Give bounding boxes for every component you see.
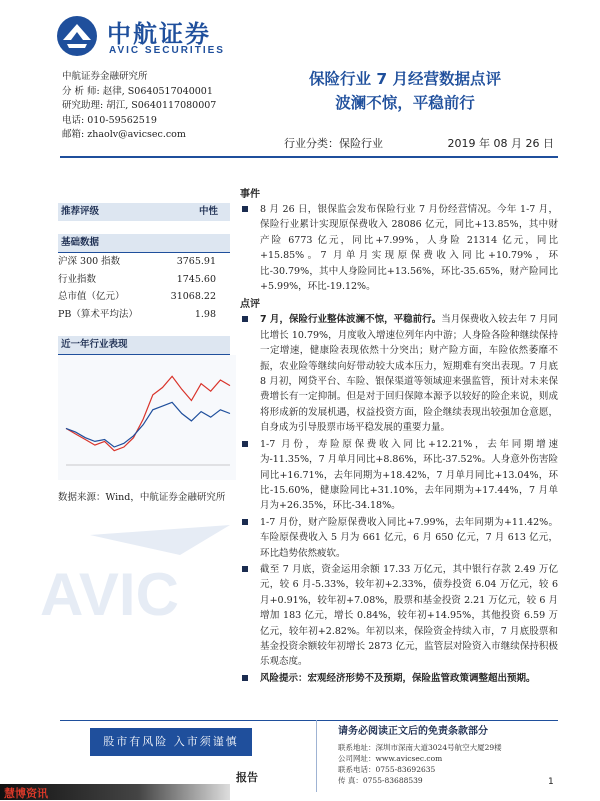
phone-line: 电话: 010-59562519: [62, 114, 157, 126]
bullet-icon: [242, 206, 248, 212]
report-title-block: [260, 68, 550, 114]
chart-background: [58, 355, 236, 480]
perf-header: 近一年行业表现: [58, 336, 230, 354]
rating-band: [58, 203, 230, 221]
institute-name: 中航证券金融研究所: [62, 71, 148, 82]
avic-logo-icon: [55, 14, 99, 58]
bottom-strip: [0, 784, 230, 800]
event-paragraph: 8 月 26 日，银保监会发布保险行业 7 月份经营情况。今年 1-7 月，保险行业累计实现原保费收入 28086 亿元，同比+13.85%，其中财产险 6773 亿元，同比+7.99%，人身险 21314 亿元，同比+15.85%。7 月单月实现原保费收入同比+10.79%，环比-30.79%，其中人身险同比+13.56%，环比-35.65%，财产险同比+5.99%，环比-19.12%。: [240, 202, 558, 294]
page-number: 1: [548, 777, 554, 787]
performance-chart: [58, 355, 236, 480]
brand-name-en: AVIC SECURITIES: [109, 45, 225, 56]
view-heading: 点评: [240, 299, 260, 311]
bullet-icon: [242, 441, 248, 447]
report-subtitle: 波澜不惊，平稳前行: [335, 94, 475, 112]
risk-warning: 风险提示：宏观经济形势不及预期，保险监管政策调整超出预期。: [240, 671, 558, 686]
basic-row: 行业指数 1745.60: [58, 273, 216, 285]
view-paragraph: 7 月，保险行业整体波澜不惊，平稳前行。当月保费收入较去年 7 月同比增长 10.79%，月度收入增速位列年内中游；人身险各险种继续保持一定增速，健康险表现依然十分突出；财产险方面，车险依然萎靡不振，农业险等继续向好带动较大成本压力，短期难有突出表现。7 月底 8 月初，网贷平台、车险、银保渠道等领域迎来强监管，预计对未来保费增长有一定抑制。但是对于回归保障本源予以较好的险企来说，则成将形成新的发展机遇，权益投资方面，险企继续表现出较强加仓意愿，自身成为引导股票市场平稳发展的重要力量。: [240, 312, 558, 435]
main-content: [240, 185, 558, 687]
bullet-icon: [242, 675, 248, 681]
data-source: 数据来源：Wind，中航证券金融研究所: [58, 492, 226, 503]
basic-row: PB（算术平均法） 1.98: [58, 308, 216, 320]
report-category: 行业分类：保险行业: [284, 137, 383, 150]
basic-data-section: [58, 234, 230, 323]
rating-row: [58, 203, 230, 221]
perf-section: [58, 336, 230, 355]
brand-name-cn: 中航证券: [107, 20, 211, 48]
brand-logo: [55, 12, 245, 60]
basic-row: 沪深 300 指数 3765.91: [58, 256, 216, 267]
view-paragraph: 1-7 月份，寿险原保费收入同比+12.21%，去年同期增速为-11.35%，7 月单月同比+8.86%，环比-37.52%。人身意外伤害险同比+16.71%，去年同期为+18.42%，7 月单月同比+13.04%，环比-15.60%，健康险同比+31.10%，去年同期为+17.44%，7 月单月为+26.35%，环比-34.18%。: [240, 437, 558, 514]
event-heading: 事件: [240, 189, 260, 200]
rating-value: 中性: [198, 206, 218, 217]
disclaimer-title: 请务必阅读正文后的免责条款部分: [338, 726, 488, 737]
basic-row: 总市值（亿元） 31068.22: [58, 291, 216, 302]
bullet-icon: [242, 566, 248, 572]
footer-vertical-divider: [316, 720, 317, 792]
view-paragraph: 截至 7 月底，资金运用余额 17.33 万亿元，其中银行存款 2.49 万亿元，较 6 月-5.33%，较年初+2.33%，债券投资 6.04 万亿元，较 6 月+0.91%，较年初+7.08%，股票和基金投资 2.21 万亿元，较 6 月增加 183 亿元，增长 0.84%，较年初+14.95%，其他投资 6.59 万亿元，较年初+2.82%。年初以来，保险资金持续入市，7 月底股票和基金投资余额较年初增长 2873 亿元，监管层对险资入市继续保持积极乐观态度。: [240, 562, 558, 670]
bottom-brand-text: 慧博资讯: [4, 787, 48, 800]
report-date: 2019 年 08 月 26 日: [447, 137, 554, 150]
bullet-icon: [242, 316, 248, 322]
bullet-icon: [242, 519, 248, 525]
assistant-line: 研究助理: 胡江, S0640117080007: [62, 100, 217, 111]
header-divider: [60, 156, 558, 158]
basic-data-header: 基础数据: [58, 234, 230, 252]
risk-ad-banner: 股市有风险 入市须谨慎: [90, 728, 252, 756]
contact-info: 联系地址：深圳市深南大道3024号航空大厦29楼 公司网址：www.avicsec.com 联系电话：0755-83692635 传 真：0755-83688539: [338, 743, 502, 785]
analyst-info: [62, 70, 216, 143]
footer-divider: [60, 720, 558, 721]
view-paragraph: 1-7 月份，财产险原保费收入同比+7.99%，去年同期为+11.42%。车险原保费收入 5 月为 661 亿元，6 月 650 亿元，7 月 613 亿元，环比趋势依然疲软。: [240, 515, 558, 561]
email-line: 邮箱: zhaolv@avicsec.com: [62, 129, 186, 140]
report-tag: 报告: [236, 771, 258, 784]
watermark-text: AVIC: [40, 561, 179, 628]
rating-label: 推荐评级: [61, 206, 100, 217]
analyst-line: 分 析 师: 赵律, S0640517040001: [62, 85, 213, 97]
report-title: 保险行业 7 月经营数据点评: [308, 70, 502, 88]
